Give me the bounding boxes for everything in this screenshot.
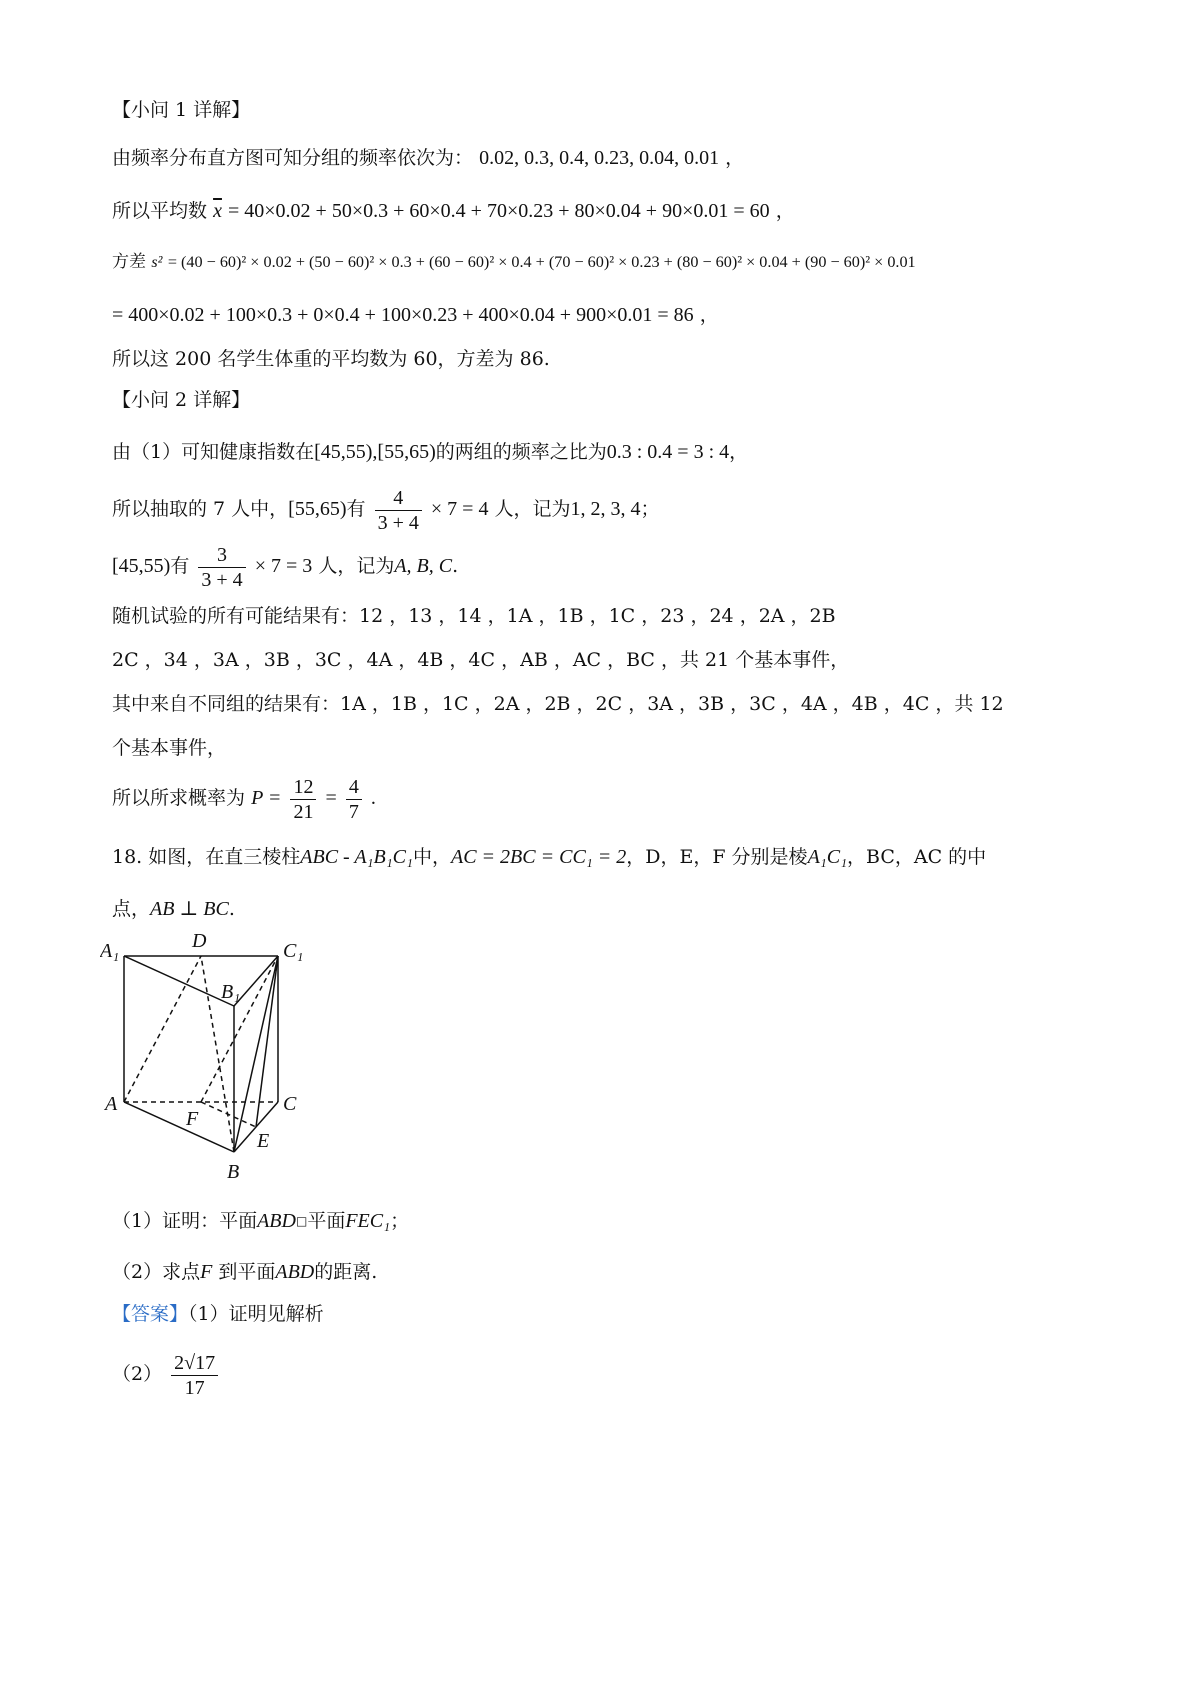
p1-text-a: （1）证明：平面 — [112, 1210, 258, 1232]
ratio-end: ， — [729, 441, 749, 463]
subquestion-2-header: 【小问 2 详解】 — [112, 389, 251, 411]
fraction-4-over-7-result — [346, 775, 362, 824]
mean-line — [112, 199, 795, 223]
answer-line-1 — [112, 1302, 324, 1326]
label-e: E — [257, 1130, 270, 1152]
label-b1: B₁ — [221, 981, 241, 1003]
part-2-question — [112, 1260, 377, 1284]
interval-55-65: [55,65) — [288, 498, 347, 520]
q18-line-2 — [112, 897, 235, 921]
freq-end: ， — [725, 147, 745, 169]
draw-55-65-line — [112, 481, 660, 537]
outcomes-line-2: 2C ，34 ，3A ，3B ，3C ，4A ，4B ，4C ，AB ，AC ，BC ，共 21 个基本事件， — [112, 649, 850, 671]
outcomes-line-1: 随机试验的所有可能结果有：12 ，13 ，14 ，1A ，1B ，1C ，23 ，24 ，2A ，2B — [112, 605, 836, 627]
frac-den: 3 + 4 — [377, 511, 419, 534]
different-groups-line-2: 个基本事件， — [112, 737, 227, 759]
frac-den: 3 + 4 — [201, 568, 243, 591]
different-groups-line-1: 其中来自不同组的结果有：1A ，1B ，1C ，2A ，2B ，2C ，3A ，3B ，3C ，4A ，4B ，4C ，共 12 — [112, 693, 1004, 715]
frac-num: 4 — [346, 775, 362, 800]
label-d: D — [192, 930, 207, 952]
variance-line — [112, 250, 916, 275]
labels-1234: 1, 2, 3, 4 — [570, 498, 641, 520]
freq-values: 0.02, 0.3, 0.4, 0.23, 0.04, 0.01 — [479, 147, 720, 169]
frac-den: 7 — [348, 800, 359, 823]
q18-l2-text: 点， — [112, 898, 151, 920]
ratio-text-a: 由（1）可知健康指数在 — [112, 441, 315, 463]
draw-text-a: 所以抽取的 7 人中， — [112, 498, 289, 520]
interval-45-55: [45,55) — [112, 555, 171, 577]
fraction-3-over-7 — [198, 543, 245, 592]
perpendicular-condition: AB ⊥ BC — [150, 898, 229, 920]
probability-line — [112, 770, 376, 826]
p2-text-a: （2）求点 — [112, 1261, 201, 1283]
frac-num: 12 — [290, 775, 316, 800]
part-1-question — [112, 1209, 409, 1233]
ratio-value: 0.3 : 0.4 = 3 : 4 — [606, 441, 730, 463]
p2-end: 的距离. — [314, 1261, 378, 1283]
variance-text: 方差 — [112, 252, 146, 272]
draw2-text-d: 人，记为 — [318, 555, 395, 577]
plane-abd-2: ABD — [275, 1261, 315, 1283]
draw-45-55-line — [112, 538, 458, 594]
q18-text-e: ，D，E，F 分别是棱 — [626, 846, 808, 868]
label-b: B — [227, 1161, 240, 1183]
answer-2-label: （2） — [112, 1363, 163, 1385]
answer-1: （1）证明见解析 — [188, 1303, 324, 1325]
mean-text: 所以平均数 — [112, 200, 208, 222]
prob-text: 所以所求概率为 — [112, 787, 246, 809]
draw2-count: × 7 = 3 — [254, 555, 313, 577]
label-c: C — [283, 1093, 297, 1115]
label-c1: C₁ — [283, 940, 304, 962]
prob-end: . — [370, 787, 376, 809]
prism-figure — [100, 925, 340, 1195]
q18-intro: 18. 如图，在直三棱柱 — [112, 846, 301, 868]
frac-num: 4 — [375, 486, 422, 511]
point-f: F — [200, 1261, 213, 1283]
label-f: F — [186, 1108, 199, 1130]
labels-abc: A, B, C — [394, 555, 453, 577]
fraction-4-over-7 — [375, 486, 422, 535]
draw2-end: . — [452, 555, 459, 577]
frac-den: 21 — [293, 800, 314, 823]
ratio-text-c: 的两组的频率之比为 — [435, 441, 607, 463]
mean-formula: = 40×0.02 + 50×0.3 + 60×0.4 + 70×0.23 + 80×0.04 + 90×0.01 = 60 — [228, 200, 770, 222]
draw2-text-b: 有 — [170, 555, 190, 577]
draw-text-c: 有 — [346, 498, 366, 520]
q18-line-1 — [112, 845, 986, 869]
draw-end: ； — [640, 498, 660, 520]
variance-formula: = (40 − 60)² × 0.02 + (50 − 60)² × 0.3 + (60 − 60)² × 0.4 + (70 − 60)² × 0.23 + (80 − 60)² × 0.04 + (90 − 60)² × 0.01 — [167, 253, 916, 271]
frac-num: 3 — [198, 543, 245, 568]
label-a: A — [105, 1093, 118, 1115]
subquestion-1-header: 【小问 1 详解】 — [112, 99, 251, 121]
answer-line-2 — [112, 1346, 221, 1402]
segment-a-d — [124, 956, 201, 1102]
draw-count: × 7 = 4 — [430, 498, 489, 520]
answer-tag: 【答案】 — [112, 1303, 189, 1325]
ratio-line — [112, 440, 748, 464]
fraction-12-over-21 — [290, 775, 316, 824]
frac-den: 17 — [184, 1376, 205, 1399]
x-bar-symbol: $\overline{x}$ — [213, 200, 222, 222]
answer-2-fraction — [171, 1351, 218, 1400]
summary-line: 所以这 200 名学生体重的平均数为 60，方差为 86. — [112, 348, 550, 370]
label-a1: A₁ — [100, 940, 120, 962]
variance-result-line — [112, 303, 719, 327]
variance-end: ， — [699, 304, 719, 326]
prob-symbol: P = — [251, 787, 282, 809]
freq-text: 由频率分布直方图可知分组的频率依次为： — [112, 147, 474, 169]
q18-condition: AC = 2BC = CC₁ = 2 — [451, 846, 627, 868]
p2-text-c: 到平面 — [218, 1261, 276, 1283]
draw-text-e: 人，记为 — [494, 498, 571, 520]
s-squared-symbol: s² — [151, 254, 163, 271]
freq-line — [112, 146, 744, 170]
variance-result: = 400×0.02 + 100×0.3 + 0×0.4 + 100×0.23 + 400×0.04 + 900×0.01 = 86 — [112, 304, 694, 326]
p1-end: ； — [390, 1210, 410, 1232]
frac-num: 2√17 — [171, 1351, 218, 1376]
q18-text-c: 中， — [412, 846, 451, 868]
segment-f-c1 — [201, 956, 278, 1102]
prism-name: ABC - A₁B₁C₁ — [300, 846, 413, 868]
equals: = — [325, 787, 337, 809]
mean-end: ， — [775, 200, 795, 222]
edge-a1c1: A₁C₁ — [807, 846, 848, 868]
plane-abd: ABD — [257, 1210, 296, 1232]
parallel-symbol-missing: □ — [295, 1214, 308, 1228]
ratio-intervals: [45,55),[55,65) — [314, 441, 436, 463]
p1-text-d: 平面 — [307, 1210, 346, 1232]
q18-text-g: ，BC，AC 的中 — [847, 846, 987, 868]
plane-fec1: FEC₁ — [345, 1210, 391, 1232]
q18-l2-end: . — [228, 898, 235, 920]
